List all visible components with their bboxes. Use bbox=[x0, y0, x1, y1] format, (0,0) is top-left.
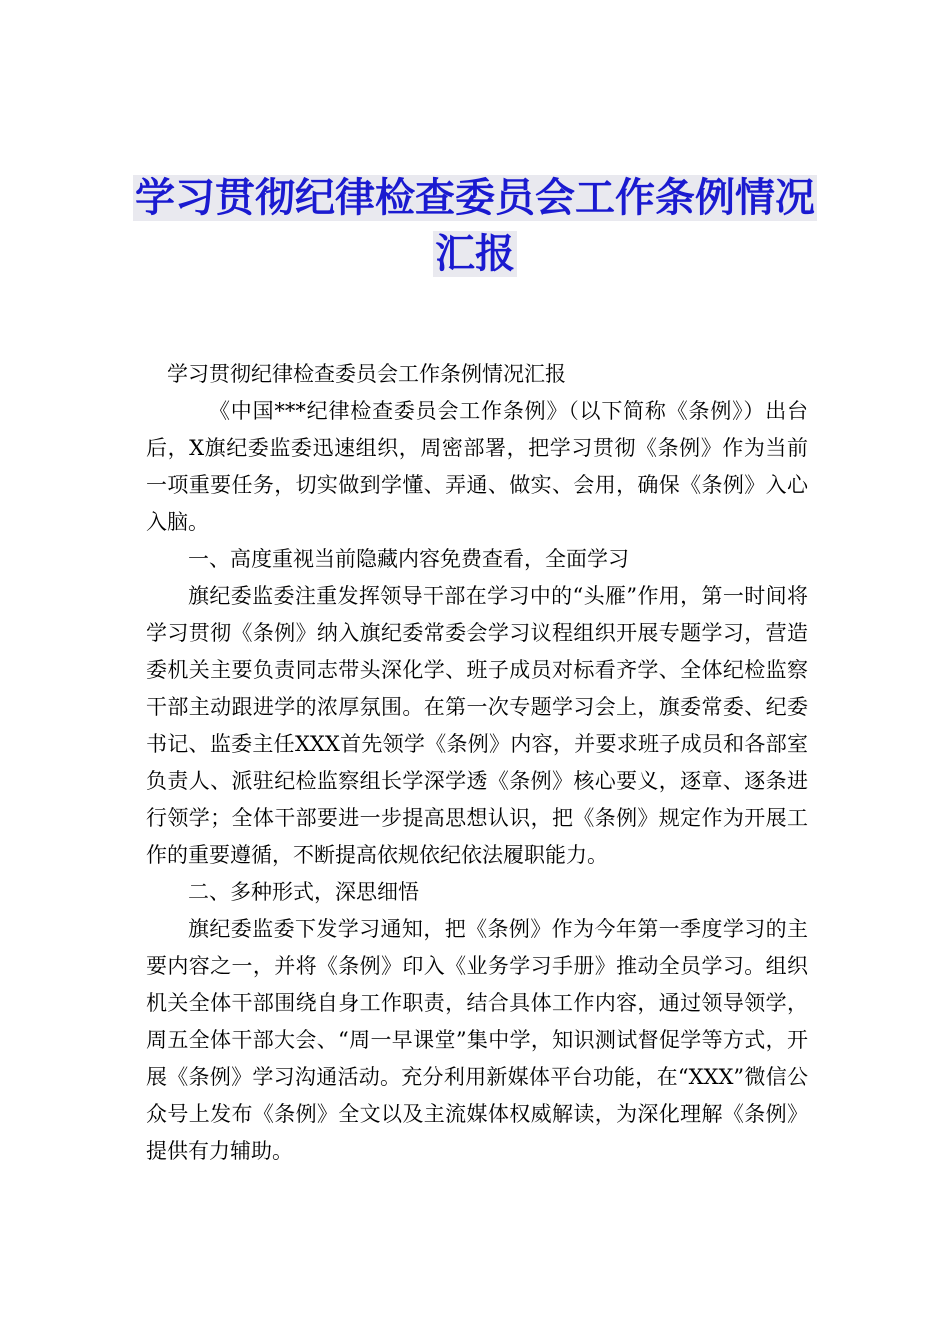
paragraph-section-1: 旗纪委监委注重发挥领导干部在学习中的“头雁”作用，第一时间将学习贯彻《条例》纳入旗纪委常委会学习议程组织开展专题学习，营造委机关主要负责同志带头深化学、班子成员对标看齐学、全体纪检监察干部主动跟进学的浓厚氛围。在第一次专题学习会上，旗委常委、纪委书记、监委主任XXX首先领学《条例》内容，并要求班子成员和各部室负责人、派驻纪检监察组长学深学透《条例》核心要义，逐章、逐条进行领学；全体干部要进一步提高思想认识，把《条例》规定作为开展工作的重要遵循，不断提高依规依纪依法履职能力。 bbox=[146, 584, 808, 867]
document-title-line-1: 学习贯彻纪律检查委员会工作条例情况 bbox=[135, 175, 815, 221]
paragraph-section-2: 旗纪委监委下发学习通知，把《条例》作为今年第一季度学习的主要内容之一，并将《条例》印入《业务学习手册》推动全员学习。组织机关全体干部围绕自身工作职责，结合具体工作内容，通过领导领学，周五全体干部大会、“周一早课堂”集中学，知识测试督促学等方式，开展《条例》学习沟通活动。充分利用新媒体平台功能，在“XXX”微信公众号上发布《条例》全文以及主流媒体权威解读，为深化理解《条例》提供有力辅助。 bbox=[146, 917, 808, 1163]
document-body bbox=[146, 356, 808, 1170]
paragraph-intro: 《中国***纪律检查委员会工作条例》（以下简称《条例》）出台后，X旗纪委监委迅速组织，周密部署，把学习贯彻《条例》作为当前一项重要任务，切实做到学懂、弄通、做实、会用，确保《条例》入心入脑。 bbox=[146, 399, 808, 534]
section-heading-2: 二、多种形式，深思细悟 bbox=[188, 880, 419, 904]
section-heading-1: 一、高度重视当前隐藏内容免费查看，全面学习 bbox=[188, 547, 629, 571]
document-title-line-2: 汇报 bbox=[435, 231, 515, 277]
document-subtitle: 学习贯彻纪律检查委员会工作条例情况汇报 bbox=[167, 362, 566, 386]
document-title bbox=[120, 170, 830, 282]
